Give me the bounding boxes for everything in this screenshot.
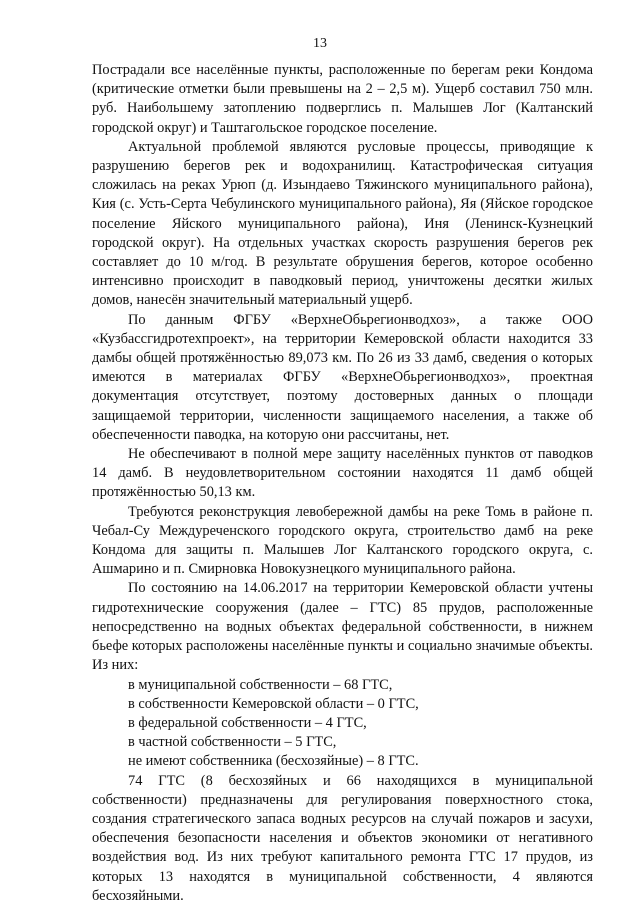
paragraph-riverbank-erosion: Актуальной проблемой являются русловые процессы, приводящие к разрушению берегов рек и водохранилищ. Катастрофическая ситуация сложилась на реках Урюп (д. Изындаево Тяжинского муниципального района), Кия (с. Усть-Серта Чебулинского муниципального района), Яя (Яйское городское поселение Яйского муниципального района), Иня (Ленинск-Кузнецкий городской округ). На отдельных участках скорость разрушения берегов рек составляет до 10 м/год. В результате обрушения берегов, которое особенно интенсивно происходит в паводковый период, уничтожены десятки жилых домов, нанесён значительный материальный ущерб. [92, 138, 593, 309]
paragraph-dams-condition: Не обеспечивают в полной мере защиту населённых пунктов от паводков 14 дамб. В неудовлетворительном состоянии находятся 11 дамб общей протяжённостью 50,13 км. [92, 446, 593, 501]
paragraph-dams-overview: По данным ФГБУ «ВерхнеОбьрегионводхоз», а также ООО «Кузбассгидротехпроект», на территории Кемеровской области находится 33 дамбы общей протяжённостью 89,073 км. По 26 из 33 дамб, сведения о которых имеются в материалах ФГБУ «ВерхнеОбьрегионводхоз», проектная документация отсутствует, поэтому достоверных данных о площади защищаемой территории, численности защищаемого населения, а также об обеспеченности паводка, на которую они рассчитаны, нет. [92, 311, 593, 443]
page-number: 13 [313, 36, 327, 51]
list-item: в муниципальной собственности – 68 ГТС, [128, 676, 393, 693]
ownership-list [92, 676, 593, 772]
document-body [92, 61, 593, 906]
paragraph-ponds-purpose: 74 ГТС (8 бесхозяйных и 66 находящихся в муниципальной собственности) предназначены для регулирования поверхностного стока, создания стратегического запаса водных ресурсов на случай пожаров и засухи, обеспечения безопасности населения и объектов экономики от негативного воздействия вод. Из них требуют капитального ремонта ГТС 17 прудов, из которых 13 находятся в муниципальной собственности, 4 являются бесхозяйными. [92, 772, 593, 904]
paragraph-dams-reconstruction: Требуются реконструкция левобережной дамбы на реке Томь в районе п. Чебал-Су Междуреченского городского округа, строительство дамб на реке Кондома для защиты п. Малышев Лог Калтанского городского округа, с. Ашмарино и п. Смирновка Новокузнецкого муниципального района. [92, 503, 593, 578]
list-item: в собственности Кемеровской области – 0 ГТС, [128, 695, 419, 712]
paragraph-flood-damage: Пострадали все населённые пункты, расположенные по берегам реки Кондома (критические отметки были превышены на 2 – 2,5 м). Ущерб составил 750 млн. руб. Наибольшему затоплению подверглись п. Малышев Лог (Калтанский городской округ) и Таштагольское городское поселение. [92, 62, 593, 136]
paragraph-hydro-structures: По состоянию на 14.06.2017 на территории Кемеровской области учтены гидротехнические сооружения (далее – ГТС) 85 прудов, расположенные непосредственно на водных объектах федеральной собственности, в нижнем бьефе которых расположены населённые пункты и социально значимые объекты. Из них: [92, 580, 593, 674]
list-item: не имеют собственника (бесхозяйные) – 8 ГТС. [128, 753, 419, 770]
list-item: в частной собственности – 5 ГТС, [128, 734, 337, 751]
list-item: в федеральной собственности – 4 ГТС, [128, 714, 367, 731]
